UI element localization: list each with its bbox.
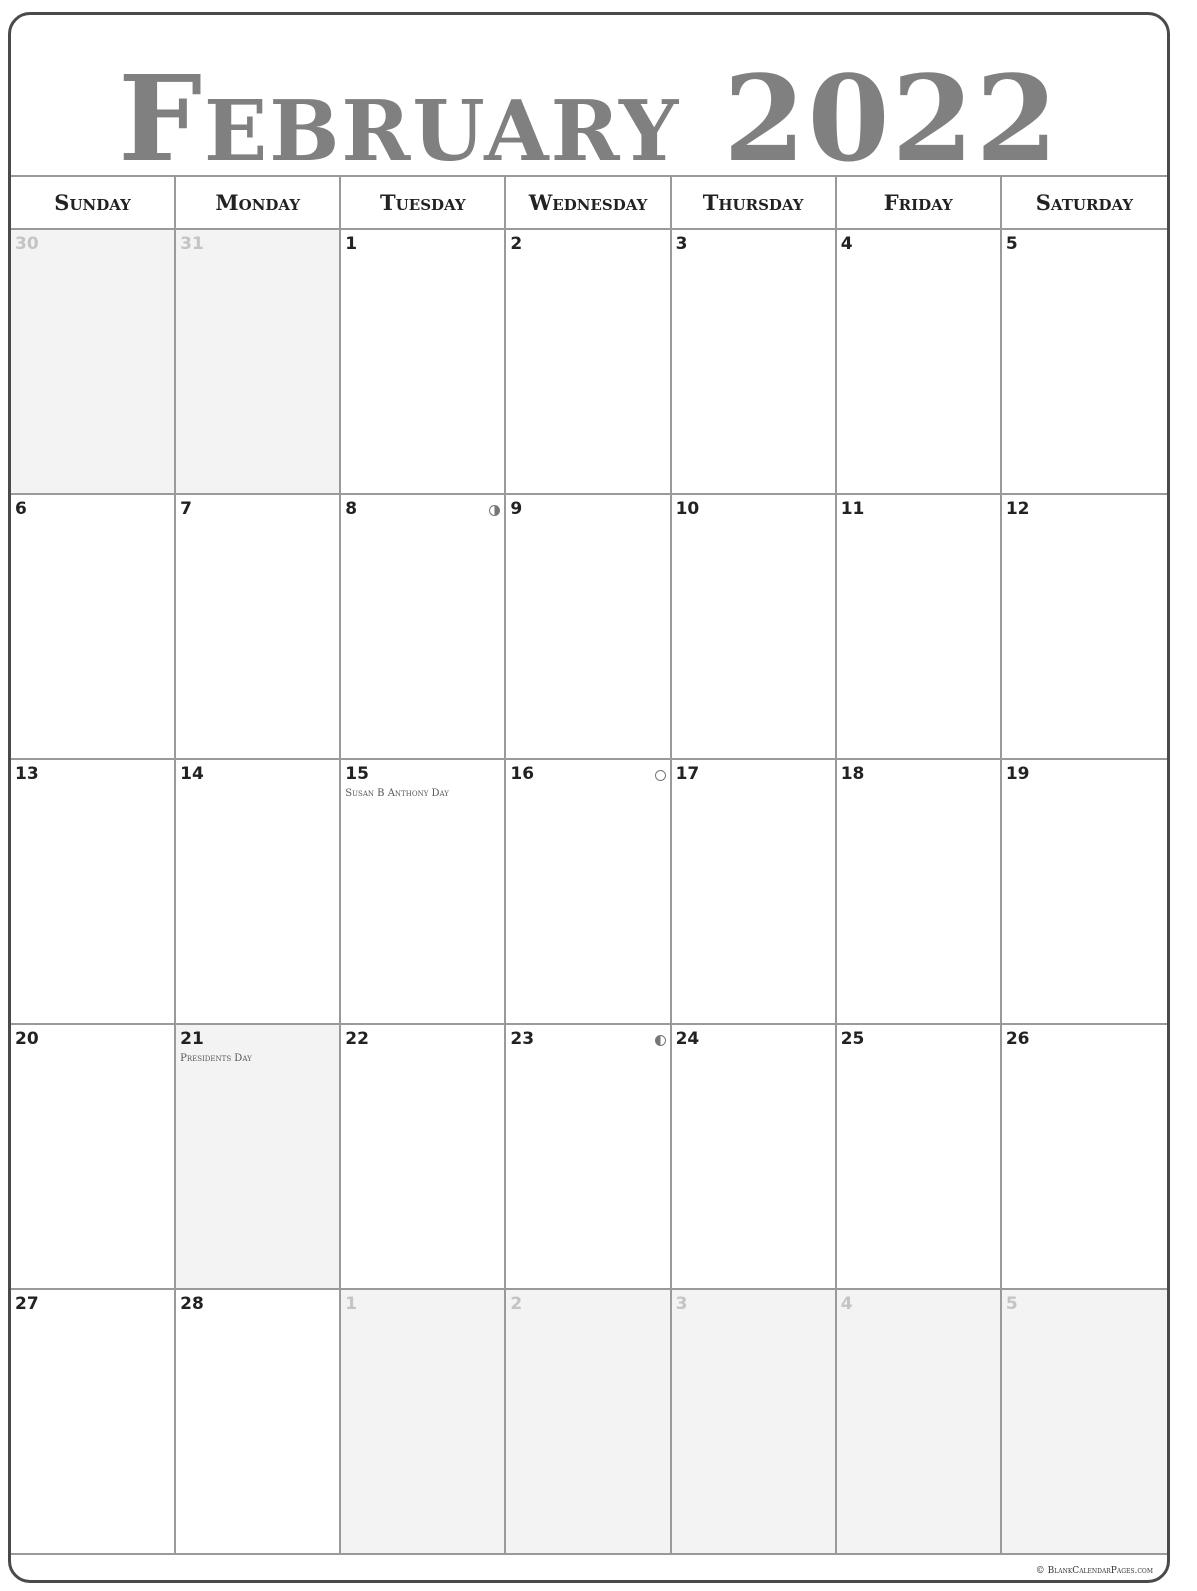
day-number: 9 xyxy=(510,499,523,519)
last-quarter-moon-icon xyxy=(655,1035,666,1046)
day-number: 1 xyxy=(345,234,358,254)
day-cell xyxy=(176,1290,341,1555)
day-number: 5 xyxy=(1005,1294,1018,1314)
day-cell-adjacent-month xyxy=(341,1290,506,1555)
day-number: 21 xyxy=(180,1029,204,1049)
day-cell-adjacent-month xyxy=(11,230,176,495)
day-number: 23 xyxy=(510,1029,535,1049)
day-cell xyxy=(506,1025,671,1290)
day-cell xyxy=(176,495,341,760)
day-number: 5 xyxy=(1005,234,1018,254)
day-number: 19 xyxy=(1005,764,1030,784)
weekday-header: Monday xyxy=(176,177,341,230)
day-number: 26 xyxy=(1005,1029,1030,1049)
copyright-footer: © BlankCalendarPages.com xyxy=(1035,1566,1153,1576)
day-cell xyxy=(506,495,671,760)
day-cell xyxy=(1002,495,1167,760)
day-cell xyxy=(341,1025,506,1290)
weekday-header: Sunday xyxy=(11,177,176,230)
day-cell xyxy=(837,230,1002,495)
holiday-label: Susan B Anthony Day xyxy=(345,788,449,799)
day-cell xyxy=(11,495,176,760)
day-cell-adjacent-month xyxy=(1002,1290,1167,1555)
day-number: 20 xyxy=(15,1029,39,1049)
day-number: 4 xyxy=(840,234,853,254)
day-number: 6 xyxy=(15,499,27,519)
day-number: 13 xyxy=(15,764,39,784)
day-number: 31 xyxy=(180,234,204,254)
day-number: 18 xyxy=(840,764,865,784)
day-number: 30 xyxy=(15,234,39,254)
day-number: 27 xyxy=(15,1294,39,1314)
day-number: 11 xyxy=(840,499,865,519)
holiday-label: Presidents Day xyxy=(180,1053,252,1064)
day-number: 7 xyxy=(180,499,192,519)
day-number: 3 xyxy=(675,234,688,254)
day-cell xyxy=(11,1290,176,1555)
day-cell xyxy=(672,1025,837,1290)
day-cell xyxy=(506,230,671,495)
calendar-grid xyxy=(11,175,1167,1555)
day-number: 12 xyxy=(1005,499,1030,519)
day-number: 14 xyxy=(180,764,204,784)
day-number: 15 xyxy=(345,764,369,784)
weekday-header: Tuesday xyxy=(341,177,506,230)
day-number: 16 xyxy=(510,764,535,784)
day-number: 25 xyxy=(840,1029,865,1049)
weekday-header: Thursday xyxy=(672,177,837,230)
day-cell xyxy=(341,760,506,1025)
day-cell xyxy=(672,760,837,1025)
day-cell xyxy=(1002,1025,1167,1290)
day-cell-adjacent-month xyxy=(837,1290,1002,1555)
day-number: 22 xyxy=(345,1029,369,1049)
day-cell xyxy=(1002,760,1167,1025)
day-cell xyxy=(837,1025,1002,1290)
day-number: 3 xyxy=(675,1294,688,1314)
weekday-header: Wednesday xyxy=(506,177,671,230)
day-number: 17 xyxy=(675,764,700,784)
day-number: 24 xyxy=(675,1029,700,1049)
day-number: 28 xyxy=(180,1294,204,1314)
day-cell xyxy=(341,495,506,760)
weekday-header: Saturday xyxy=(1002,177,1167,230)
day-cell xyxy=(837,760,1002,1025)
day-cell xyxy=(837,495,1002,760)
day-cell xyxy=(672,230,837,495)
weekday-header: Friday xyxy=(837,177,1002,230)
day-cell xyxy=(1002,230,1167,495)
day-number: 8 xyxy=(345,499,358,519)
day-cell xyxy=(176,1025,341,1290)
day-number: 10 xyxy=(675,499,700,519)
calendar-page xyxy=(8,12,1170,1583)
day-cell-adjacent-month xyxy=(506,1290,671,1555)
day-cell xyxy=(176,760,341,1025)
day-cell xyxy=(672,495,837,760)
day-cell-adjacent-month xyxy=(672,1290,837,1555)
day-number: 1 xyxy=(345,1294,358,1314)
day-cell xyxy=(11,760,176,1025)
day-number: 2 xyxy=(510,1294,523,1314)
calendar-title: February 2022 xyxy=(118,49,1060,188)
day-cell xyxy=(11,1025,176,1290)
day-cell-adjacent-month xyxy=(176,230,341,495)
day-number: 2 xyxy=(510,234,523,254)
day-cell xyxy=(341,230,506,495)
day-cell xyxy=(506,760,671,1025)
first-quarter-moon-icon xyxy=(489,505,500,516)
day-number: 4 xyxy=(840,1294,853,1314)
full-moon-moon-icon xyxy=(655,770,666,781)
